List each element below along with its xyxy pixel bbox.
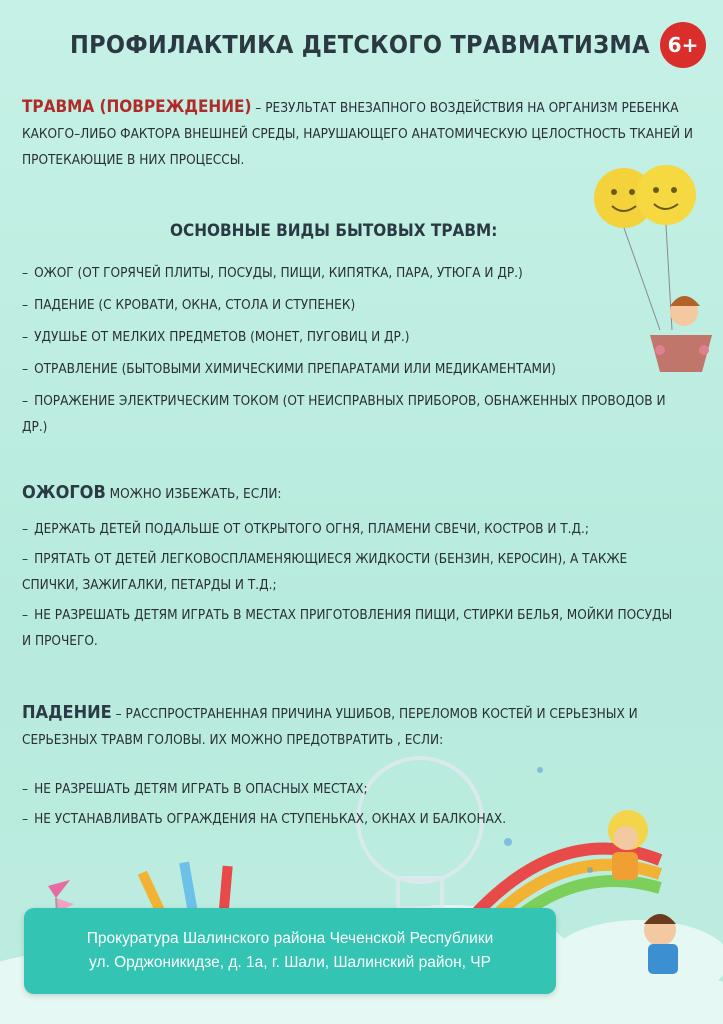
types-heading: ОСНОВНЫЕ ВИДЫ БЫТОВЫХ ТРАВМ: — [170, 221, 498, 241]
definition-term: ТРАВМА (ПОВРЕЖДЕНИЕ) — [22, 97, 252, 117]
list-item: – УДУШЬЕ ОТ МЕЛКИХ ПРЕДМЕТОВ (МОНЕТ, ПУГОВИЦ И ДР.) — [22, 329, 410, 345]
list-item: – НЕ РАЗРЕШАТЬ ДЕТЯМ ИГРАТЬ В ОПАСНЫХ МЕСТАХ; — [22, 781, 368, 797]
list-item: – ОЖОГ (ОТ ГОРЯЧЕЙ ПЛИТЫ, ПОСУДЫ, ПИЩИ, КИПЯТКА, ПАРА, УТЮГА И ДР.) — [22, 265, 523, 281]
burns-lead — [22, 480, 702, 507]
footer-address: ул. Орджоникидзе, д. 1а, г. Шали, Шалинский район, ЧР — [89, 954, 491, 971]
age-rating-badge: 6+ — [660, 22, 706, 68]
page-title: ПРОФИЛАКТИКА ДЕТСКОГО ТРАВМАТИЗМА — [70, 30, 650, 59]
list-item: – НЕ РАЗРЕШАТЬ ДЕТЯМ ИГРАТЬ В МЕСТАХ ПРИГОТОВЛЕНИЯ ПИЩИ, СТИРКИ БЕЛЬЯ, МОЙКИ ПОСУДЫ И ПРОЧЕГО. — [22, 607, 673, 649]
burns-lead-text: МОЖНО ИЗБЕЖАТЬ, ЕСЛИ: — [105, 486, 282, 502]
definition-paragraph — [22, 94, 702, 173]
falls-lead-text: – РАССПРОСТРАНЕННАЯ ПРИЧИНА УШИБОВ, ПЕРЕЛОМОВ КОСТЕЙ И СЕРЬЕЗНЫХ И СЕРЬЕЗНЫХ ТРАВМ ГОЛОВЫ. ИХ МОЖНО ПРЕДОТВРАТИТЬ , ЕСЛИ: — [22, 706, 638, 748]
footer-organization: Прокуратура Шалинского района Чеченской Республики — [86, 930, 494, 947]
falls-lead-strong: ПАДЕНИЕ — [22, 702, 112, 723]
burns-lead-strong: ОЖОГОВ — [22, 482, 106, 503]
list-item: – НЕ УСТАНАВЛИВАТЬ ОГРАЖДЕНИЯ НА СТУПЕНЬКАХ, ОКНАХ И БАЛКОНАХ. — [22, 811, 507, 827]
types-list — [22, 260, 672, 448]
list-item: – ПАДЕНИЕ (С КРОВАТИ, ОКНА, СТОЛА И СТУПЕНЕК) — [22, 297, 356, 313]
burns-list — [22, 516, 682, 662]
footer-address-card — [24, 908, 556, 994]
falls-list — [22, 776, 642, 840]
list-item: – ПОРАЖЕНИЕ ЭЛЕКТРИЧЕСКИМ ТОКОМ (ОТ НЕИСПРАВНЫХ ПРИБОРОВ, ОБНАЖЕННЫХ ПРОВОДОВ И ДР.) — [22, 393, 666, 435]
definition-text: – РЕЗУЛЬТАТ ВНЕЗАПНОГО ВОЗДЕЙСТВИЯ НА ОРГАНИЗМ РЕБЕНКА КАКОГО–ЛИБО ФАКТОРА ВНЕШНЕЙ СРЕДЫ, НАРУШАЮЩЕГО АНАТОМИЧЕСКУЮ ЦЕЛОСТНОСТЬ ТКАНЕЙ И ПРОТЕКАЮЩИЕ В НИХ ПРОЦЕССЫ. — [22, 100, 694, 168]
list-item: – ОТРАВЛЕНИЕ (БЫТОВЫМИ ХИМИЧЕСКИМИ ПРЕПАРАТАМИ ИЛИ МЕДИКАМЕНТАМИ) — [22, 361, 556, 377]
list-item: – ПРЯТАТЬ ОТ ДЕТЕЙ ЛЕГКОВОСПЛАМЕНЯЮЩИЕСЯ ЖИДКОСТИ (БЕНЗИН, КЕРОСИН), А ТАКЖЕ СПИЧКИ, ЗАЖИГАЛКИ, ПЕТАРДЫ И Т.Д.; — [22, 551, 628, 593]
falls-lead — [22, 700, 642, 753]
list-item: – ДЕРЖАТЬ ДЕТЕЙ ПОДАЛЬШЕ ОТ ОТКРЫТОГО ОГНЯ, ПЛАМЕНИ СВЕЧИ, КОСТРОВ И Т.Д.; — [22, 521, 589, 537]
